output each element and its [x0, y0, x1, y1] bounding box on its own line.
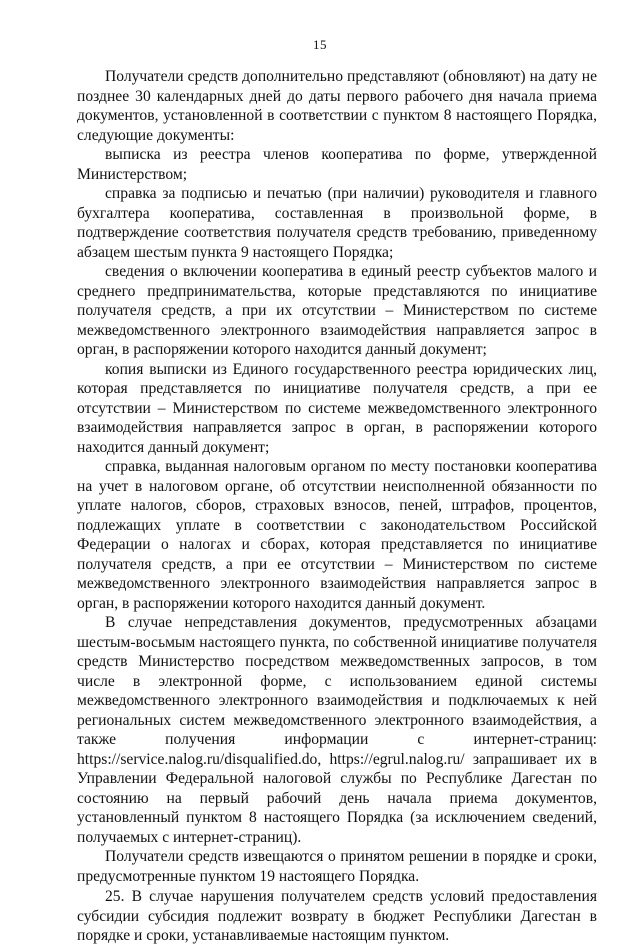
paragraph-sme-register: сведения о включении кооператива в единый реестр субъектов малого и среднего предпринимательства, которые представляются по инициативе получателя средств, а при их отсутствии – Министерством по системе межведомственного электронного взаимодействия направляется запрос в орган, в распоряжении которого находится данный документ; [77, 263, 597, 358]
paragraph-egrul-extract: копия выписки из Единого государственного реестра юридических лиц, которая представляется по инициативе получателя средств, а при ее отсутствии – Министерством по системе межведомственного электронного взаимодействия направляется запрос в орган, в распоряжении которого находится данный документ; [77, 360, 597, 456]
paragraph-intro: Получатели средств дополнительно представляют (обновляют) на дату не позднее 30 календарных дней до даты первого рабочего дня начала приема документов, установленной в соответствии с пунктом 8 настоящего Порядка, следующие документы: [77, 68, 597, 144]
paragraph-members-register: выписка из реестра членов кооператива по форме, утвержденной Министерством; [77, 146, 597, 183]
paragraph-interagency-requests: В случае непредставления документов, предусмотренных абзацами шестым-восьмым настоящего пункта, по собственной инициативе получателя средств Министерство посредством межведомственных запросов, в том числе в электронной форме, с использованием единой системы межведомственного электронного взаимодействия и подключаемых к ней региональных систем межведомственного электронного взаимодействия, а также получения информации с интернет-страниц: https://service.nalog.ru/disqualified.do, https://egrul.nalog.ru/ запрашивает их в Управлении Федеральной налоговой службы по Республике Дагестан по состоянию на первый рабочий день начала приема документов, установленный пунктом 8 настоящего Порядка (за исключением сведений, получаемых с интернет-страниц). [77, 614, 597, 846]
document-body [77, 67, 597, 946]
page-number: 15 [313, 37, 327, 52]
paragraph-tax-certificate: справка, выданная налоговым органом по месту постановки кооператива на учет в налоговом органе, об отсутствии неисполненной обязанности по уплате налогов, сборов, страховых взносов, пеней, штрафов, процентов, подлежащих уплате в соответствии с законодательством Российской Федерации о налогах и сборах, которая представляется по инициативе получателя средств, а при ее отсутствии – Министерством по системе межведомственного электронного взаимодействия направляется запрос в орган, в распоряжении которого находится данный документ. [77, 458, 597, 612]
paragraph-section-25: 25. В случае нарушения получателем средств условий предоставления субсидии субсидия подлежит возврату в бюджет Республики Дагестан в порядке и сроки, устанавливаемые настоящим пунктом. [77, 888, 597, 944]
paragraph-notification: Получатели средств извещаются о принятом решении в порядке и сроки, предусмотренные пунктом 19 настоящего Порядка. [77, 848, 597, 885]
paragraph-accountant-certificate: справка за подписью и печатью (при наличии) руководителя и главного бухгалтера кооператива, составленная в произвольной форме, в подтверждение соответствия получателя средств требованию, приведенному абзацем шестым пункта 9 настоящего Порядка; [77, 185, 597, 261]
